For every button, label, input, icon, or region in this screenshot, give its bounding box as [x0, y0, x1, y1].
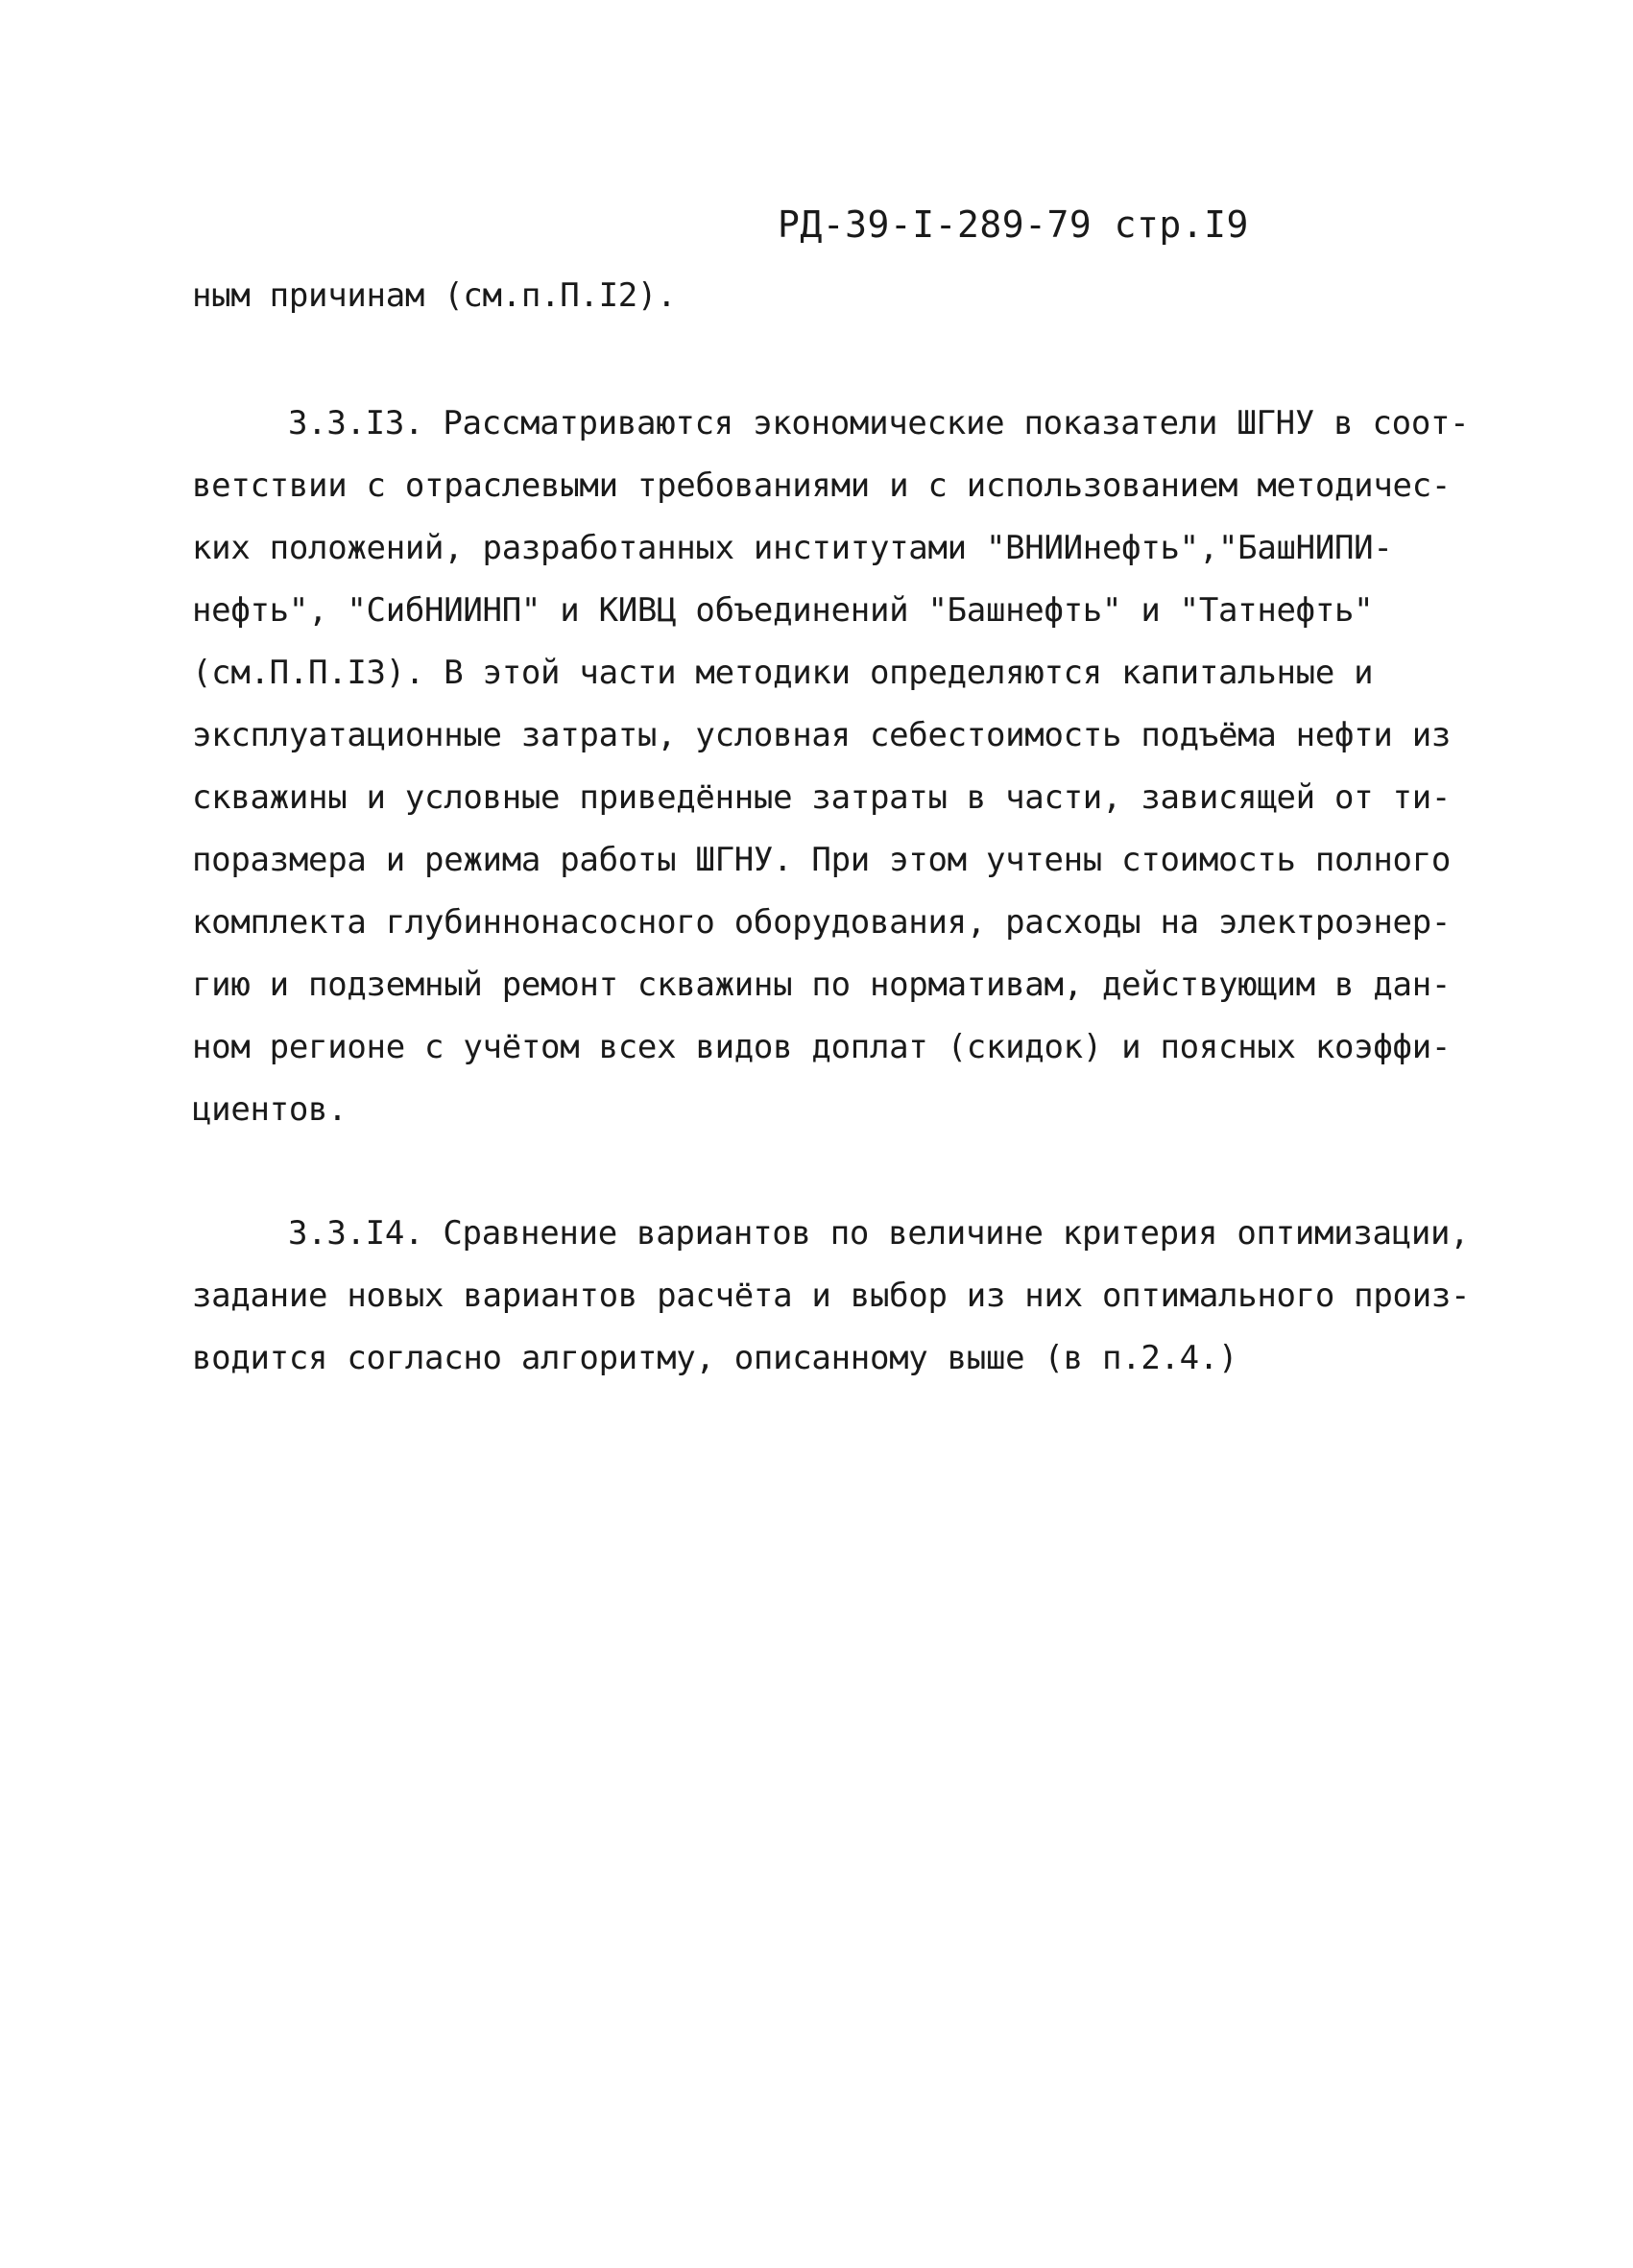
paragraph-line: эксплуатационные затраты, условная себестоимость подъёма нефти из — [192, 716, 1452, 754]
paragraph-line: комплекта глубиннонасосного оборудования, расходы на электроэнер- — [192, 903, 1452, 942]
intro-line: ным причинам (см.п.П.I2). — [192, 276, 677, 315]
paragraph-line: гию и подземный ремонт скважины по нормативам, действующим в дан- — [192, 966, 1452, 1004]
paragraph-line: скважины и условные приведённые затраты в части, зависящей от ти- — [192, 778, 1452, 817]
page-header: РД-39-I-289-79 стр.I9 — [778, 203, 1249, 246]
paragraph-line: нефть", "СибНИИНП" и КИВЦ объединений "Башнефть" и "Татнефть" — [192, 591, 1374, 630]
paragraph-line: ветствии с отраслевыми требованиями и с использованием методичес- — [192, 466, 1452, 505]
paragraph-line: 3.3.I3. Рассматриваются экономические показатели ШГНУ в соот- — [288, 404, 1470, 442]
paragraph-line: (см.П.П.I3). В этой части методики определяются капитальные и — [192, 654, 1374, 692]
paragraph-line: ких положений, разработанных институтами "ВНИИнефть","БашНИПИ- — [192, 529, 1393, 567]
paragraph-line: циентов. — [192, 1090, 348, 1129]
paragraph-line: водится согласно алгоритму, описанному выше (в п.2.4.) — [192, 1339, 1238, 1377]
paragraph-line: задание новых вариантов расчёта и выбор из них оптимального произ- — [192, 1277, 1471, 1315]
paragraph-line: 3.3.I4. Сравнение вариантов по величине критерия оптимизации, — [288, 1214, 1470, 1253]
paragraph-line: ном регионе с учётом всех видов доплат (скидок) и поясных коэффи- — [192, 1028, 1452, 1066]
paragraph-line: поразмера и режима работы ШГНУ. При этом учтены стоимость полного — [192, 841, 1452, 879]
